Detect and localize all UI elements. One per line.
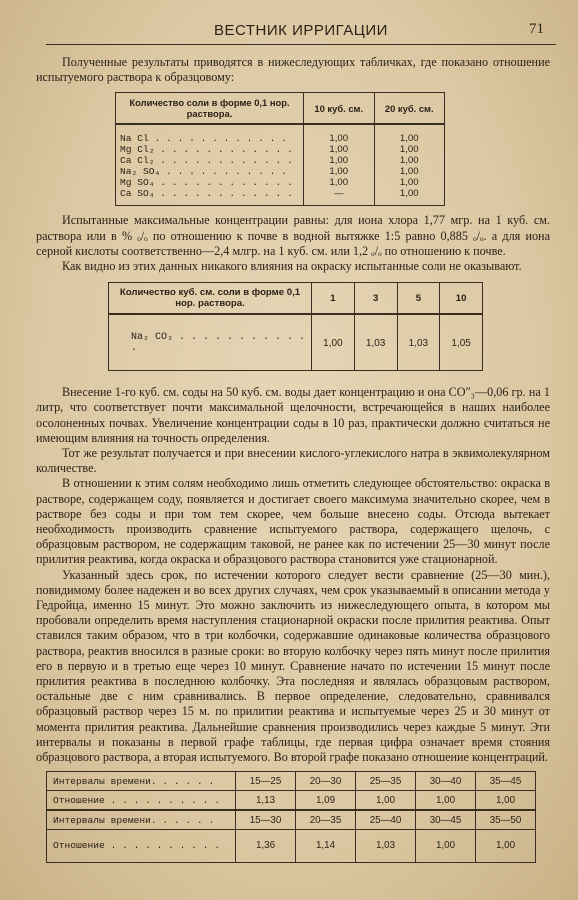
table-cell: 15—25 xyxy=(236,772,296,791)
paragraph: Внесение 1-го куб. см. соды на 50 куб. см. воды дает концентрацию и она CO″₃—0,06 гр. на 1 литр, что соответствует почти максимальной щелочности, встречающейся в наших наиболее осолоненных почвах. Увеличение концентрации соды в 10 раз, практически должно считаться не имеющим влияния на точность определения. xyxy=(36,385,550,445)
table-cell: 1,03 xyxy=(354,314,397,371)
table-row xyxy=(116,166,445,177)
table-cell: 1,00 xyxy=(399,155,419,167)
paragraph: Указанный здесь срок, по истечении которого следует вести сравнение (25—30 мин.), повидимому более надежен и во всех других случаях, чем срок указываемый в описании метода у Гедройца, именно 15 минут. Это можно заключить из нижеследующего опыта, в котором мы пробовали определить время наступления стационарной окраски после прилития реактива. Опыт ставился таким образом, что в три колбочки, содержавшие одинаковые количества образцового раствора, реактив вносился в разные сроки: во вторую колбочку через пять минут после прилития его в первую и в третью еще через 10 минут. Сравнение начато по истечении 15 минут после прилития реактива в последнюю колбочку. Эта последняя и являлась образцовым раствором, остальные две с ним сравнивались. В первое определение, следовательно, сравнивался образцовый раствор через 15 м. по прилитии реактива и испытуемые через 25 и 30 минут от момента прилития реактива. Дальнейшие сравнения производились через каждые 5 минут. Эти интервалы и показаны в первой графе таблицы, где первая цифра означает время стояния образцового раствора, а вторая испытуемого. Во второй графе показано отношение концентраций. xyxy=(36,567,550,765)
table-cell: 1,00 xyxy=(304,124,375,144)
table-cell: Na₂ SO₄ . . . . . . . . . . . xyxy=(116,166,304,177)
table-cell: — xyxy=(304,188,375,206)
running-header xyxy=(46,18,556,45)
row-label: Интервалы времени. . . . . . xyxy=(47,772,236,791)
table-header-label: Количество соли в форме 0,1 нор. раствора. xyxy=(116,93,304,125)
table-cell: 35—50 xyxy=(476,810,536,830)
table-row xyxy=(116,188,445,206)
table-cell: 1,00 xyxy=(399,133,419,145)
table-cell: 1,00 xyxy=(476,791,536,811)
table-header-label: Количество куб. см. соли в форме 0,1 нор. раствора. xyxy=(109,283,312,315)
table-row xyxy=(47,830,536,863)
row-label: Na₂ CO₃ . . . . . . . . . . . . xyxy=(109,314,312,371)
row-label: Отношение . . . . . . . . . . xyxy=(47,791,236,811)
table-row xyxy=(47,810,536,830)
table-cell: Ca SO₄ . . . . . . . . . . . . xyxy=(116,188,304,206)
page-body xyxy=(36,55,550,863)
table-header-col: 3 xyxy=(354,283,397,315)
table-cell: 1,00 xyxy=(304,177,375,188)
journal-title: ВЕСТНИК ИРРИГАЦИИ xyxy=(214,22,388,39)
table-cell: 1,00 xyxy=(399,166,419,178)
table-cell: 20—35 xyxy=(296,810,356,830)
intervals-table xyxy=(46,771,536,863)
table-cell: 25—40 xyxy=(356,810,416,830)
table-cell: 1,00 xyxy=(416,791,476,811)
table-cell: 1,00 xyxy=(399,188,419,200)
table-cell: 1,13 xyxy=(236,791,296,811)
table-cell: 1,00 xyxy=(416,830,476,863)
table-header-col: 10 xyxy=(440,283,483,315)
table-cell: 1,00 xyxy=(312,314,355,371)
table-cell: 1,36 xyxy=(236,830,296,863)
table-cell: Mg SO₄ . . . . . . . . . . . . xyxy=(116,177,304,188)
paragraph: Испытанные максимальные концентрации равны: для иона хлора 1,77 мгр. на 1 куб. см. раствора или в % ₒ/ₒ по отношению к почве в водной вытяжке 1:5 равно 0,885 ₒ/ₒ. а для иона серной кислоты соответственно—2,4 млгр. на 1 куб. см. или 1,2 ₒ/ₒ по отношению к почве. xyxy=(36,213,550,258)
table-cell: 1,03 xyxy=(356,830,416,863)
table-cell: 35—45 xyxy=(476,772,536,791)
paragraph: В отношении к этим солям необходимо лишь отметить следующее обстоятельство: окраска в растворе, содержащем соду, появляется и достигает своего максимума значительно скорее, чем в растворе без соды и при том тем скорее, чем больше внесено соды. Отсюда вытекает необходимость производить сравнение испытуемого раствора, содержащего щелочь, с образцовым раствором, не содержащим таковой, не ранее как по истечении 25—30 минут после прилития реактива, когда окраска и образцового раствора становится уже стационарной. xyxy=(36,476,550,567)
salts-table xyxy=(115,92,445,206)
table-cell: 1,00 xyxy=(304,166,375,177)
paragraph: Полученные результаты приводятся в нижеследующих табличках, где показано отношение испытуемого раствора к образцовому: xyxy=(36,55,550,85)
table-header-col: 20 куб. см. xyxy=(374,93,445,125)
table-cell: 1,00 xyxy=(399,144,419,156)
row-label: Интервалы времени. . . . . . xyxy=(47,810,236,830)
table-row xyxy=(47,791,536,811)
table-cell: 1,05 xyxy=(451,337,471,349)
table-cell: 1,00 xyxy=(304,155,375,166)
table-cell: 15—30 xyxy=(236,810,296,830)
table-cell: Na Cl . . . . . . . . . . . . xyxy=(116,124,304,144)
table-row xyxy=(47,772,536,791)
table-cell: Ca Cl₂ . . . . . . . . . . . . xyxy=(116,155,304,166)
row-label: Отношение . . . . . . . . . . xyxy=(47,830,236,863)
table-cell: 1,00 xyxy=(399,177,419,189)
table-cell: 1,00 xyxy=(495,839,516,851)
soda-table xyxy=(108,282,483,371)
table-cell: 1,00 xyxy=(356,791,416,811)
table-header-col: 1 xyxy=(312,283,355,315)
table-cell: 1,03 xyxy=(397,314,440,371)
table-cell: Mg Cl₂ . . . . . . . . . . . . xyxy=(116,144,304,155)
table-cell: 20—30 xyxy=(296,772,356,791)
table-row xyxy=(116,177,445,188)
page-number: 71 xyxy=(529,21,544,37)
table-row xyxy=(116,144,445,155)
table-row xyxy=(116,124,445,144)
table-row xyxy=(116,155,445,166)
table-cell: 1,00 xyxy=(304,144,375,155)
table-header-col: 10 куб. см. xyxy=(304,93,375,125)
table-cell: 30—45 xyxy=(416,810,476,830)
table-cell: 1,09 xyxy=(296,791,356,811)
table-cell: 1,14 xyxy=(296,830,356,863)
table-row xyxy=(109,314,483,371)
table-cell: 25—35 xyxy=(356,772,416,791)
table-header-col: 5 xyxy=(397,283,440,315)
table-cell: 30—40 xyxy=(416,772,476,791)
paragraph: Тот же результат получается и при внесении кислого-углекислого натра в эквимолекулярном количестве. xyxy=(36,446,550,476)
paragraph: Как видно из этих данных никакого влияния на окраску испытанные соли не оказывают. xyxy=(62,259,522,274)
